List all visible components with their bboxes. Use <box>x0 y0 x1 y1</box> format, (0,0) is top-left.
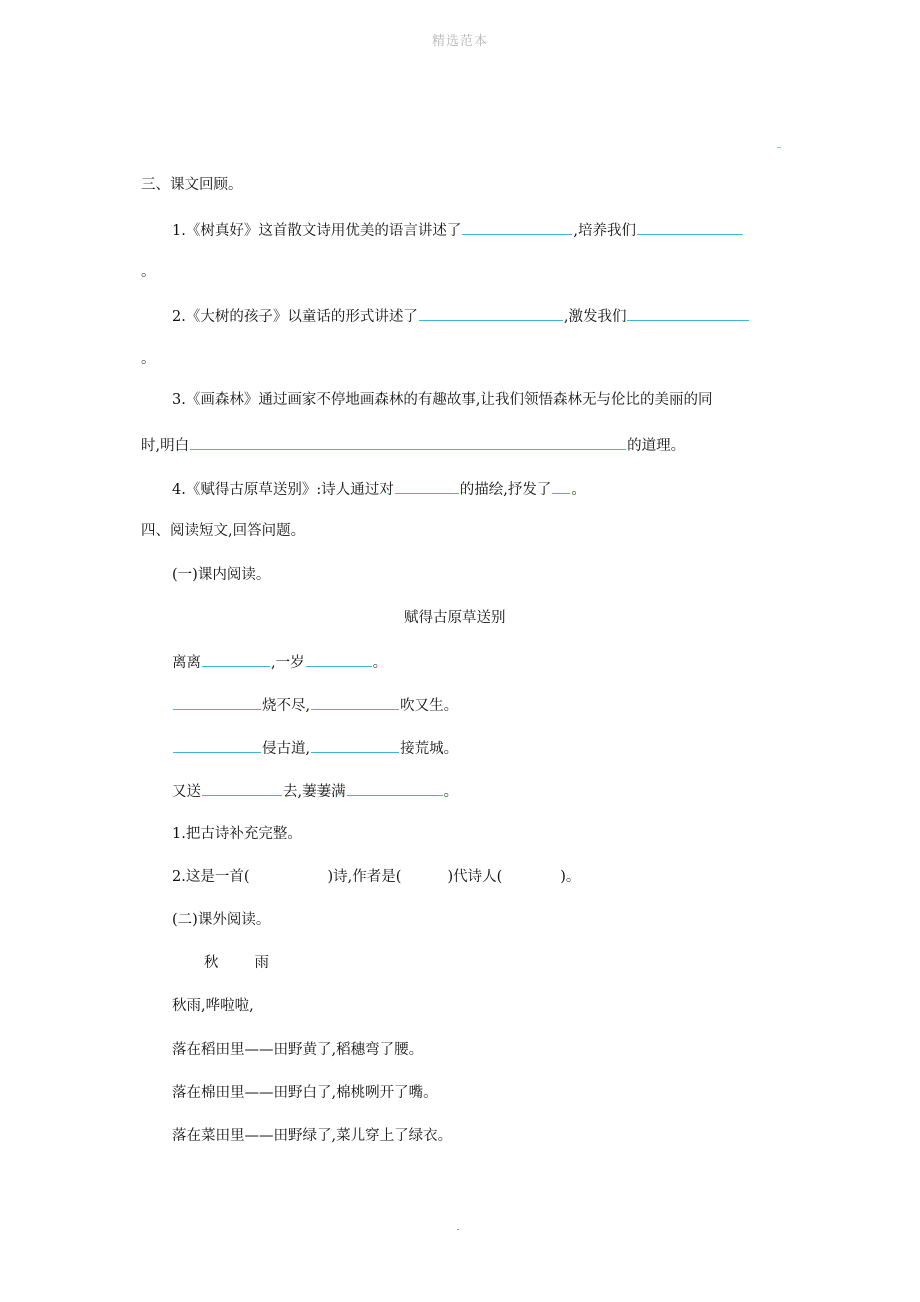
q3-text-before: 时,明白 <box>141 438 190 454</box>
q4-blank-2[interactable] <box>552 478 570 494</box>
page-header: 精选范本 <box>431 34 488 49</box>
question-2 <box>172 305 750 327</box>
q2-text-before: 2.《大树的孩子》以童话的形式讲述了 <box>172 309 418 325</box>
part2-label: (二)课外阅读。 <box>172 912 271 928</box>
poem-line-4 <box>172 780 458 802</box>
q1-text-mid: ,培养我们 <box>573 223 636 239</box>
poem-line-1 <box>172 651 387 673</box>
q3-text-after: 的道理。 <box>627 438 686 454</box>
poem2-line-3: 落在棉田里——田野白了,棉桃咧开了嘴。 <box>172 1085 438 1101</box>
poem-l3-a: 侵古道, <box>262 741 311 757</box>
task-2 <box>172 867 580 887</box>
poem-l2-blank-1[interactable] <box>173 694 261 710</box>
corner-mark <box>777 147 781 148</box>
q3-line-1: 3.《画森林》通过画家不停地画森林的有趣故事,让我们领悟森林无与伦比的美丽的同 <box>172 392 713 408</box>
poem-l1-b: ,一岁 <box>271 655 305 671</box>
poem-l1-c: 。 <box>372 655 388 671</box>
task2-b: )诗,作者是( <box>327 869 402 885</box>
q1-blank-1[interactable] <box>462 219 572 235</box>
q3-blank[interactable] <box>190 434 626 450</box>
q1-blank-2[interactable] <box>637 219 743 235</box>
poem2-line-1: 秋雨,哗啦啦, <box>172 998 254 1014</box>
poem2-title <box>204 953 269 973</box>
q1-text-before: 1.《树真好》这首散文诗用优美的语言讲述了 <box>172 223 462 239</box>
poem-l2-b: 吹又生。 <box>400 698 459 714</box>
q1-end: 。 <box>141 264 156 280</box>
question-1 <box>172 219 744 241</box>
q4-text-mid: 的描绘,抒发了 <box>459 482 552 498</box>
section3-heading: 三、课文回顾。 <box>141 177 243 193</box>
task2-c: )代诗人( <box>447 869 503 885</box>
footer-mark <box>457 1229 459 1230</box>
q3-line-2 <box>141 434 685 456</box>
part1-label: (一)课内阅读。 <box>172 567 271 583</box>
q4-text-end: 。 <box>571 482 586 498</box>
poem-l2-blank-2[interactable] <box>311 694 399 710</box>
poem-l3-blank-2[interactable] <box>311 737 399 753</box>
poem-l1-blank-2[interactable] <box>306 651 372 667</box>
q4-text-before: 4.《赋得古原草送别》:诗人通过对 <box>172 482 394 498</box>
poem-title: 赋得古原草送别 <box>404 610 506 626</box>
q2-text-mid: ,激发我们 <box>563 309 627 325</box>
poem-l4-b: 去,萋萋满 <box>283 784 346 800</box>
poem-l4-c: 。 <box>443 784 459 800</box>
poem2-line-4: 落在菜田里——田野绿了,菜儿穿上了绿衣。 <box>172 1128 453 1144</box>
task-1: 1.把古诗补充完整。 <box>172 826 302 842</box>
poem-l3-blank-1[interactable] <box>173 737 261 753</box>
poem-l3-b: 接荒城。 <box>400 741 459 757</box>
poem-l4-a: 又送 <box>172 784 201 800</box>
poem-l4-blank-1[interactable] <box>202 780 282 796</box>
task2-d: )。 <box>560 869 581 885</box>
poem-line-3 <box>172 737 458 759</box>
poem-l4-blank-2[interactable] <box>347 780 443 796</box>
q4-blank-1[interactable] <box>395 478 459 494</box>
poem2-title-char-1: 秋 <box>204 955 219 971</box>
section4-heading: 四、阅读短文,回答问题。 <box>141 523 306 539</box>
poem2-line-2: 落在稻田里——田野黄了,稻穗弯了腰。 <box>172 1042 424 1058</box>
q2-end: 。 <box>141 351 156 367</box>
task2-a: 2.这是一首( <box>172 869 250 885</box>
poem-l1-a: 离离 <box>172 655 201 671</box>
poem2-title-char-2: 雨 <box>254 955 269 971</box>
poem-l2-a: 烧不尽, <box>262 698 311 714</box>
poem-l1-blank-1[interactable] <box>202 651 270 667</box>
question-4 <box>172 478 586 500</box>
q2-blank-1[interactable] <box>419 305 563 321</box>
poem-line-2 <box>172 694 458 716</box>
q2-blank-2[interactable] <box>627 305 749 321</box>
